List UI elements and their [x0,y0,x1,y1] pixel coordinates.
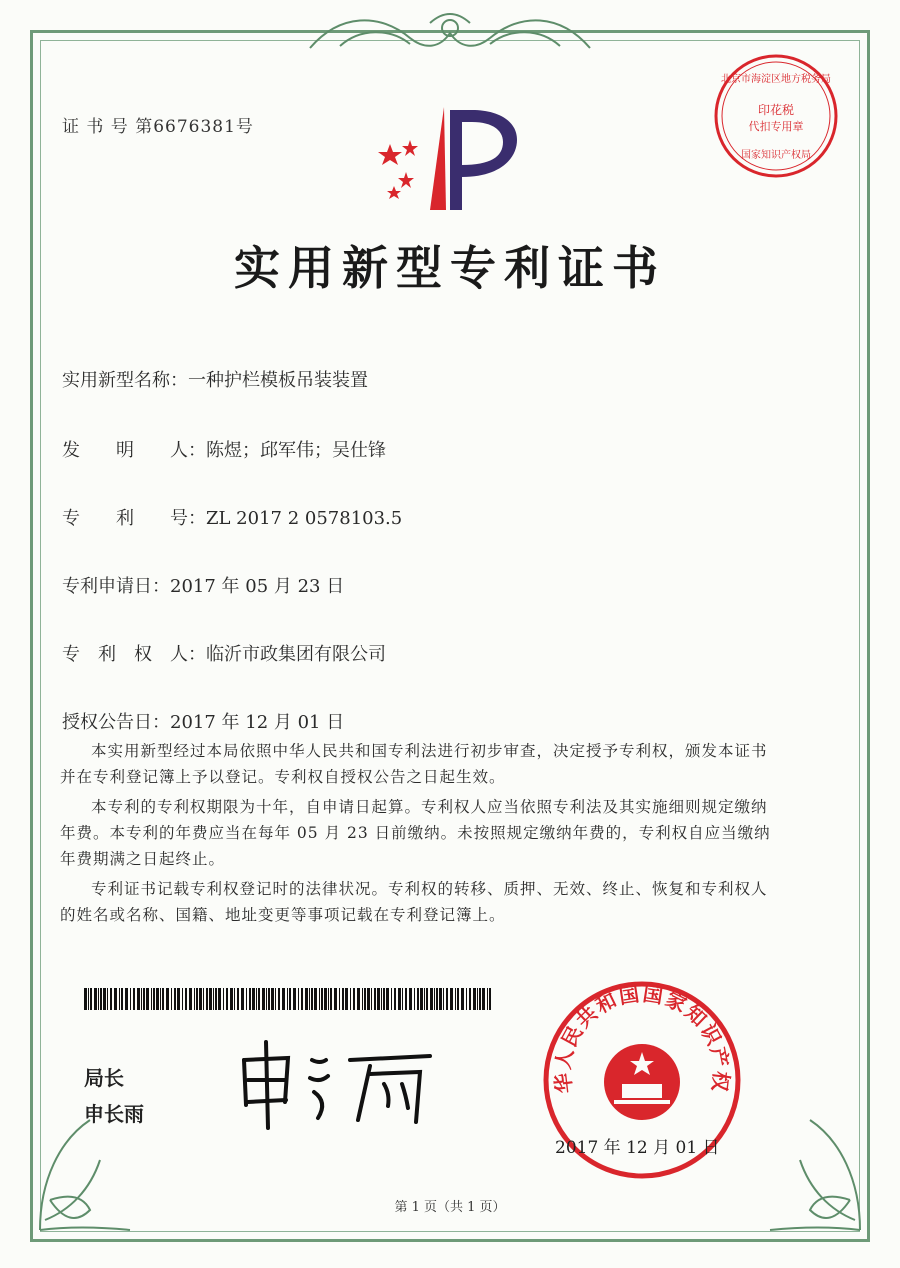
barcode-bar [130,988,131,1010]
barcode-bar [88,988,89,1010]
barcode-bar [426,988,428,1010]
field-grant-date [62,708,344,734]
barcode-bar [262,988,265,1010]
barcode-bar [434,988,435,1010]
bottom-right-ornament [760,1100,870,1240]
barcode-bar [330,988,332,1010]
barcode-bar [319,988,320,1010]
svg-text:国家知识产权局: 国家知识产权局 [741,150,811,161]
certificate-title: 实用新型专利证书 [234,241,666,295]
barcode-bar [189,988,192,1010]
barcode-bar [125,988,128,1010]
barcode-bar [450,988,453,1010]
field-value: 2017 年 12 月 01 日 [170,712,345,733]
barcode-bar [114,988,117,1010]
barcode-bar [374,988,376,1010]
barcode-bar [357,988,360,1010]
field-patent-number [62,504,402,530]
barcode-bar [377,988,380,1010]
director-title: 局长 [84,1066,124,1090]
svg-text:北京市海淀区地方税务局: 北京市海淀区地方税务局 [721,74,831,85]
barcode-bar [241,988,244,1010]
barcode-bar [457,988,459,1010]
barcode-bar [420,988,423,1010]
barcode-bar [469,988,471,1010]
barcode-bar [246,988,247,1010]
barcode-bar [256,988,257,1010]
barcode-bar [258,988,260,1010]
barcode-bar [143,988,145,1010]
barcode-bar [301,988,303,1010]
barcode-bar [353,988,355,1010]
barcode-bar [121,988,123,1010]
field-value: ZL 2017 2 0578103.5 [206,508,403,529]
barcode-bar [424,988,425,1010]
barcode-bar [271,988,274,1010]
barcode-bar [98,988,99,1010]
top-ornament [300,8,600,58]
patent-office-logo-icon [372,102,522,212]
barcode-bar [156,988,159,1010]
barcode-bar [110,988,112,1010]
barcode-bar [350,988,351,1010]
barcode-bar [309,988,310,1010]
barcode-bar [443,988,444,1010]
barcode-bar [339,988,340,1010]
barcode-bar [405,988,407,1010]
barcode-bar [252,988,255,1010]
barcode-bar [196,988,198,1010]
field-utility-model-name [62,366,368,392]
barcode-bar [305,988,308,1010]
barcode-bar [84,988,87,1010]
barcode-bar [364,988,366,1010]
barcode-bar [383,988,385,1010]
barcode-bar [362,988,363,1010]
seal-text: 华人民共和国国家知识产权 [550,981,734,1095]
barcode-bar [203,988,204,1010]
barcode-bar [287,988,288,1010]
barcode-bar [100,988,102,1010]
seal-date: 2017 年 12 月 01 日 [555,1138,720,1158]
barcode-bar [237,988,239,1010]
barcode-bar [218,988,221,1010]
barcode-bar [328,988,329,1010]
barcode-bar [119,988,120,1010]
barcode-bar [414,988,415,1010]
barcode-bar [482,988,485,1010]
barcode-bar [446,988,448,1010]
barcode-bar [487,988,488,1010]
field-application-date [62,572,344,598]
barcode-bar [321,988,323,1010]
barcode-bar [477,988,478,1010]
barcode-bar [289,988,291,1010]
certificate-number: 证 书 号 第6676381号 [62,117,254,137]
barcode-bar [107,988,108,1010]
barcode-bar [466,988,467,1010]
barcode-bar [489,988,491,1010]
barcode-bar [314,988,317,1010]
svg-text:代扣专用章: 代扣专用章 [748,120,804,133]
barcode-bar [439,988,442,1010]
page-footer: 第 1 页（共 1 页） [394,1200,506,1215]
barcode-bar [381,988,382,1010]
barcode-bar [282,988,285,1010]
barcode-bar [278,988,280,1010]
barcode-bar [391,988,392,1010]
certificate-body [60,738,780,932]
field-label: 授权公告日： [62,712,170,733]
barcode-bar [275,988,276,1010]
barcode-bar [234,988,235,1010]
field-value: 2017 年 05 月 23 日 [170,576,345,597]
barcode-bar [345,988,348,1010]
barcode-bar [461,988,464,1010]
barcode-bar [268,988,270,1010]
field-value: 临沂市政集团有限公司 [206,644,386,665]
director-signature [230,1030,450,1130]
barcode-bar [133,988,135,1010]
barcode-bar [199,988,202,1010]
barcode-bar [213,988,214,1010]
barcode-bar [185,988,187,1010]
barcode-bar [402,988,403,1010]
field-inventors [62,436,386,462]
barcode-bar [182,988,183,1010]
barcode-bar [311,988,313,1010]
field-label: 专 利 号： [62,508,206,529]
barcode-bar [223,988,224,1010]
barcode-bar [174,988,176,1010]
barcode-bar [249,988,251,1010]
barcode-bar [209,988,212,1010]
svg-text:印花税: 印花税 [757,103,795,117]
barcode-bar [103,988,106,1010]
barcode-bar [324,988,327,1010]
body-paragraph: 本专利的专利权期限为十年，自申请日起算。专利权人应当依照专利法及其实施细则规定缴纳年费。本专利的年费应当在每年 05 月 23 日前缴纳。未按照规定缴纳年费的，专利权自应当缴纳年费期满之日起终止。 [60,798,771,868]
barcode [84,988,494,1010]
barcode-bar [417,988,419,1010]
barcode-bar [206,988,208,1010]
barcode-bar [386,988,389,1010]
tax-stamp-seal [712,52,840,184]
barcode-bar [334,988,337,1010]
barcode-bar [194,988,195,1010]
barcode-bar [430,988,433,1010]
barcode-bar [141,988,142,1010]
barcode-bar [293,988,296,1010]
barcode-bar [153,988,155,1010]
barcode-bar [409,988,412,1010]
field-label: 实用新型名称： [62,370,188,391]
field-label: 专 利 权 人： [62,644,206,665]
barcode-bar [146,988,149,1010]
barcode-bar [177,988,180,1010]
barcode-bar [215,988,217,1010]
barcode-bar [162,988,164,1010]
barcode-bar [342,988,344,1010]
body-paragraph: 专利证书记载专利权登记时的法律状况。专利权的转移、质押、无效、终止、恢复和专利权人的姓名或名称、国籍、地址变更等事项记载在专利登记簿上。 [60,880,768,924]
barcode-bar [436,988,438,1010]
barcode-bar [151,988,152,1010]
barcode-bar [371,988,372,1010]
field-value: 一种护栏模板吊装装置 [188,370,368,391]
barcode-bar [367,988,370,1010]
barcode-bar [298,988,299,1010]
body-paragraph: 本实用新型经过本局依照中华人民共和国专利法进行初步审查，决定授予专利权，颁发本证书并在专利登记簿上予以登记。专利权自授权公告之日起生效。 [60,742,768,786]
barcode-bar [226,988,228,1010]
barcode-bar [266,988,267,1010]
barcode-bar [398,988,401,1010]
barcode-bar [455,988,456,1010]
barcode-bar [394,988,396,1010]
barcode-bar [137,988,140,1010]
barcode-bar [473,988,476,1010]
field-value: 陈煜；邱军伟；吴仕锋 [206,440,386,461]
barcode-bar [160,988,161,1010]
field-patentee [62,640,386,666]
barcode-bar [479,988,481,1010]
field-label: 专利申请日： [62,576,170,597]
barcode-bar [171,988,172,1010]
barcode-bar [94,988,97,1010]
director-name: 申长雨 [84,1102,144,1126]
barcode-bar [230,988,233,1010]
barcode-bar [90,988,92,1010]
barcode-bar [166,988,169,1010]
field-label: 发 明 人： [62,440,206,461]
